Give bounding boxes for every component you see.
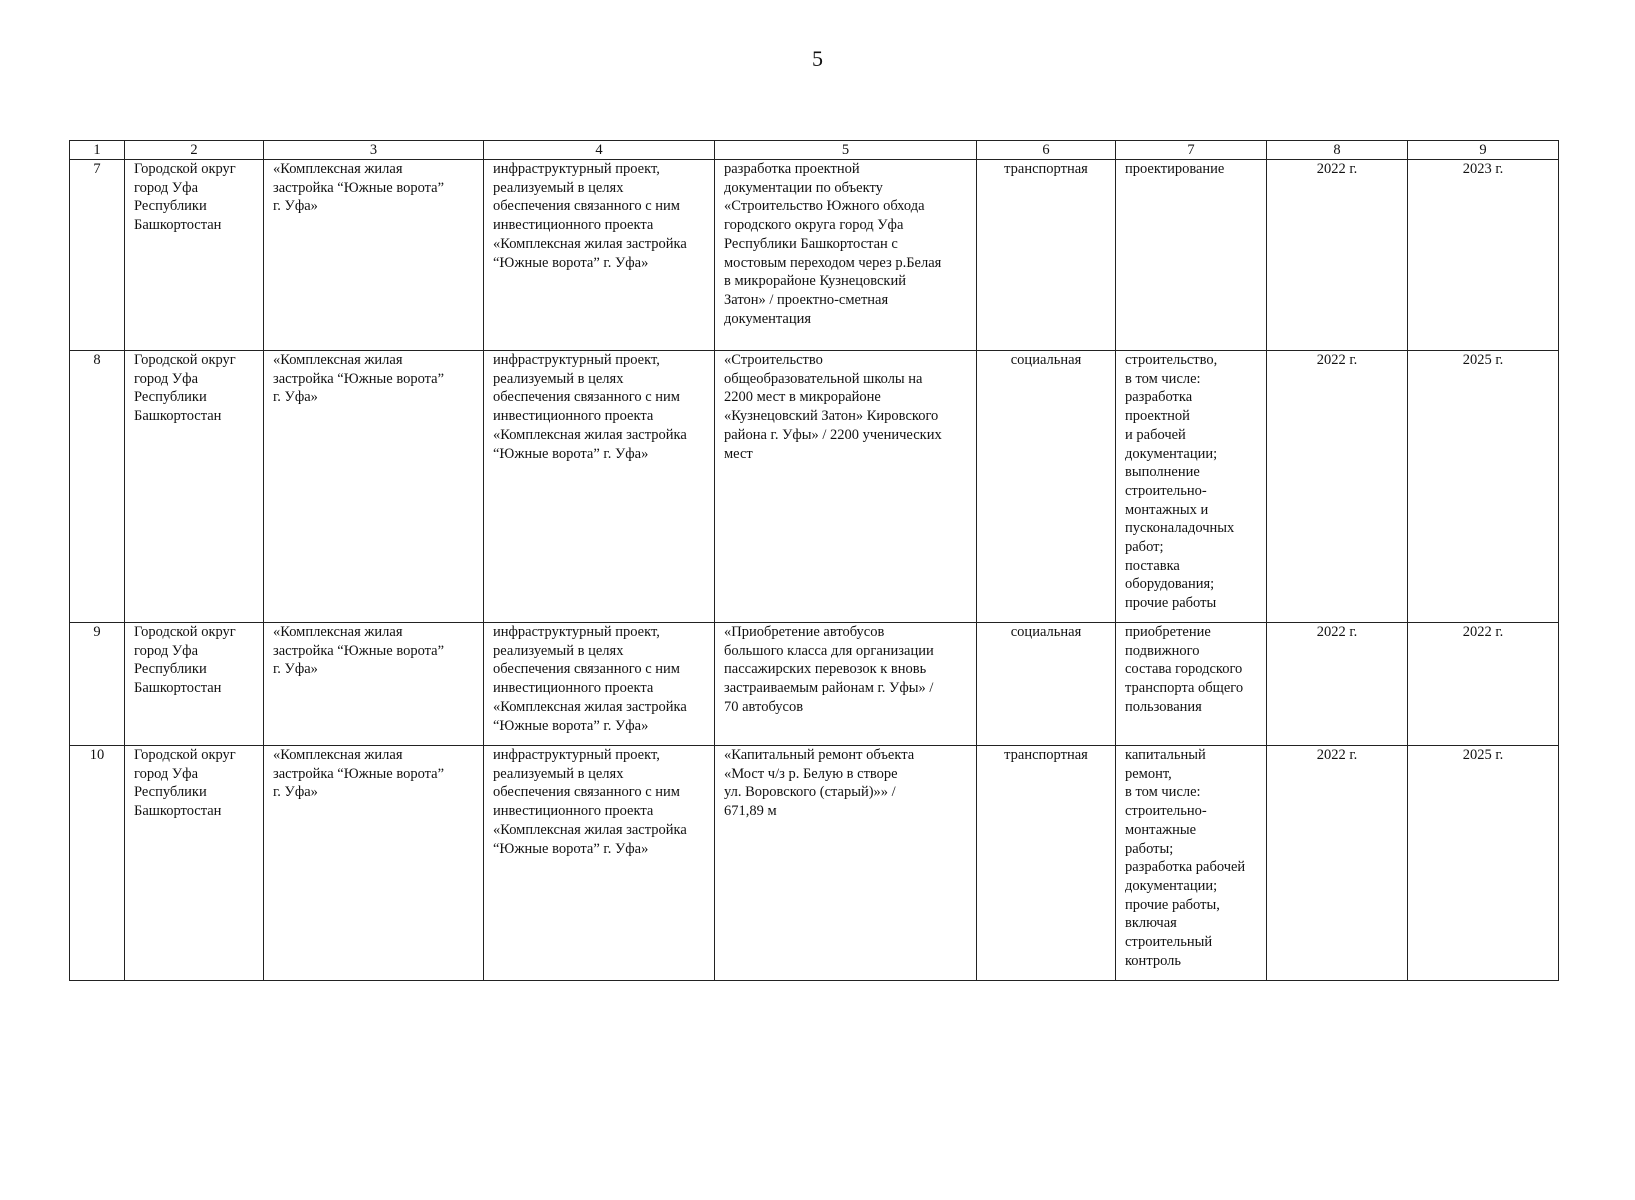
column-header: 2 bbox=[125, 141, 264, 160]
object-cell: разработка проектной документации по объекту «Строительство Южного обхода городского округа город Уфа Республики Башкортостан с мостовым переходом через р.Белая в микрорайоне Кузнецовский Затон» / проектно-сметная документация bbox=[715, 160, 977, 351]
project-type-cell: инфраструктурный проект, реализуемый в целях обеспечения связанного с ним инвестиционного проекта «Комплексная жилая застройка “Южные ворота” г. Уфа» bbox=[484, 746, 715, 981]
sphere-cell: транспортная bbox=[977, 160, 1116, 351]
row-number-cell: 7 bbox=[70, 160, 125, 351]
project-cell: «Комплексная жилая застройка “Южные ворота” г. Уфа» bbox=[264, 623, 484, 746]
end-year-cell: 2023 г. bbox=[1408, 160, 1559, 351]
row-number-cell: 10 bbox=[70, 746, 125, 981]
start-year-cell: 2022 г. bbox=[1267, 160, 1408, 351]
column-header: 9 bbox=[1408, 141, 1559, 160]
project-type-cell: инфраструктурный проект, реализуемый в целях обеспечения связанного с ним инвестиционного проекта «Комплексная жилая застройка “Южные ворота” г. Уфа» bbox=[484, 351, 715, 623]
table-row bbox=[70, 623, 1559, 746]
column-header: 4 bbox=[484, 141, 715, 160]
project-cell: «Комплексная жилая застройка “Южные ворота” г. Уфа» bbox=[264, 351, 484, 623]
start-year-cell: 2022 г. bbox=[1267, 351, 1408, 623]
end-year-cell: 2022 г. bbox=[1408, 623, 1559, 746]
row-number-cell: 8 bbox=[70, 351, 125, 623]
work-type-cell: строительство, в том числе: разработка проектной и рабочей документации; выполнение строительно- монтажных и пусконаладочных работ; поставка оборудования; прочие работы bbox=[1116, 351, 1267, 623]
column-header: 7 bbox=[1116, 141, 1267, 160]
end-year-cell: 2025 г. bbox=[1408, 746, 1559, 981]
table-row bbox=[70, 746, 1559, 981]
region-cell: Городской округ город Уфа Республики Башкортостан bbox=[125, 746, 264, 981]
project-type-cell: инфраструктурный проект, реализуемый в целях обеспечения связанного с ним инвестиционного проекта «Комплексная жилая застройка “Южные ворота” г. Уфа» bbox=[484, 623, 715, 746]
table-row bbox=[70, 160, 1559, 351]
object-cell: «Приобретение автобусов большого класса для организации пассажирских перевозок к вновь застраиваемым районам г. Уфы» / 70 автобусов bbox=[715, 623, 977, 746]
work-type-cell: проектирование bbox=[1116, 160, 1267, 351]
sphere-cell: социальная bbox=[977, 351, 1116, 623]
project-cell: «Комплексная жилая застройка “Южные ворота” г. Уфа» bbox=[264, 160, 484, 351]
region-cell: Городской округ город Уфа Республики Башкортостан bbox=[125, 623, 264, 746]
region-cell: Городской округ город Уфа Республики Башкортостан bbox=[125, 160, 264, 351]
table-row bbox=[70, 351, 1559, 623]
row-number-cell: 9 bbox=[70, 623, 125, 746]
column-header: 5 bbox=[715, 141, 977, 160]
region-cell: Городской округ город Уфа Республики Башкортостан bbox=[125, 351, 264, 623]
project-type-cell: инфраструктурный проект, реализуемый в целях обеспечения связанного с ним инвестиционного проекта «Комплексная жилая застройка “Южные ворота” г. Уфа» bbox=[484, 160, 715, 351]
start-year-cell: 2022 г. bbox=[1267, 623, 1408, 746]
column-header: 1 bbox=[70, 141, 125, 160]
start-year-cell: 2022 г. bbox=[1267, 746, 1408, 981]
header-row bbox=[70, 141, 1559, 160]
sphere-cell: транспортная bbox=[977, 746, 1116, 981]
sphere-cell: социальная bbox=[977, 623, 1116, 746]
object-cell: «Строительство общеобразовательной школы на 2200 мест в микрорайоне «Кузнецовский Затон» Кировского района г. Уфы» / 2200 ученических мест bbox=[715, 351, 977, 623]
object-cell: «Капитальный ремонт объекта «Мост ч/з р. Белую в створе ул. Воровского (старый)»» / 671,89 м bbox=[715, 746, 977, 981]
column-header: 6 bbox=[977, 141, 1116, 160]
end-year-cell: 2025 г. bbox=[1408, 351, 1559, 623]
column-header: 3 bbox=[264, 141, 484, 160]
projects-table bbox=[69, 140, 1559, 981]
page-number: 5 bbox=[812, 46, 823, 71]
project-cell: «Комплексная жилая застройка “Южные ворота” г. Уфа» bbox=[264, 746, 484, 981]
work-type-cell: приобретение подвижного состава городского транспорта общего пользования bbox=[1116, 623, 1267, 746]
column-header: 8 bbox=[1267, 141, 1408, 160]
work-type-cell: капитальный ремонт, в том числе: строительно- монтажные работы; разработка рабочей документации; прочие работы, включая строительный контроль bbox=[1116, 746, 1267, 981]
